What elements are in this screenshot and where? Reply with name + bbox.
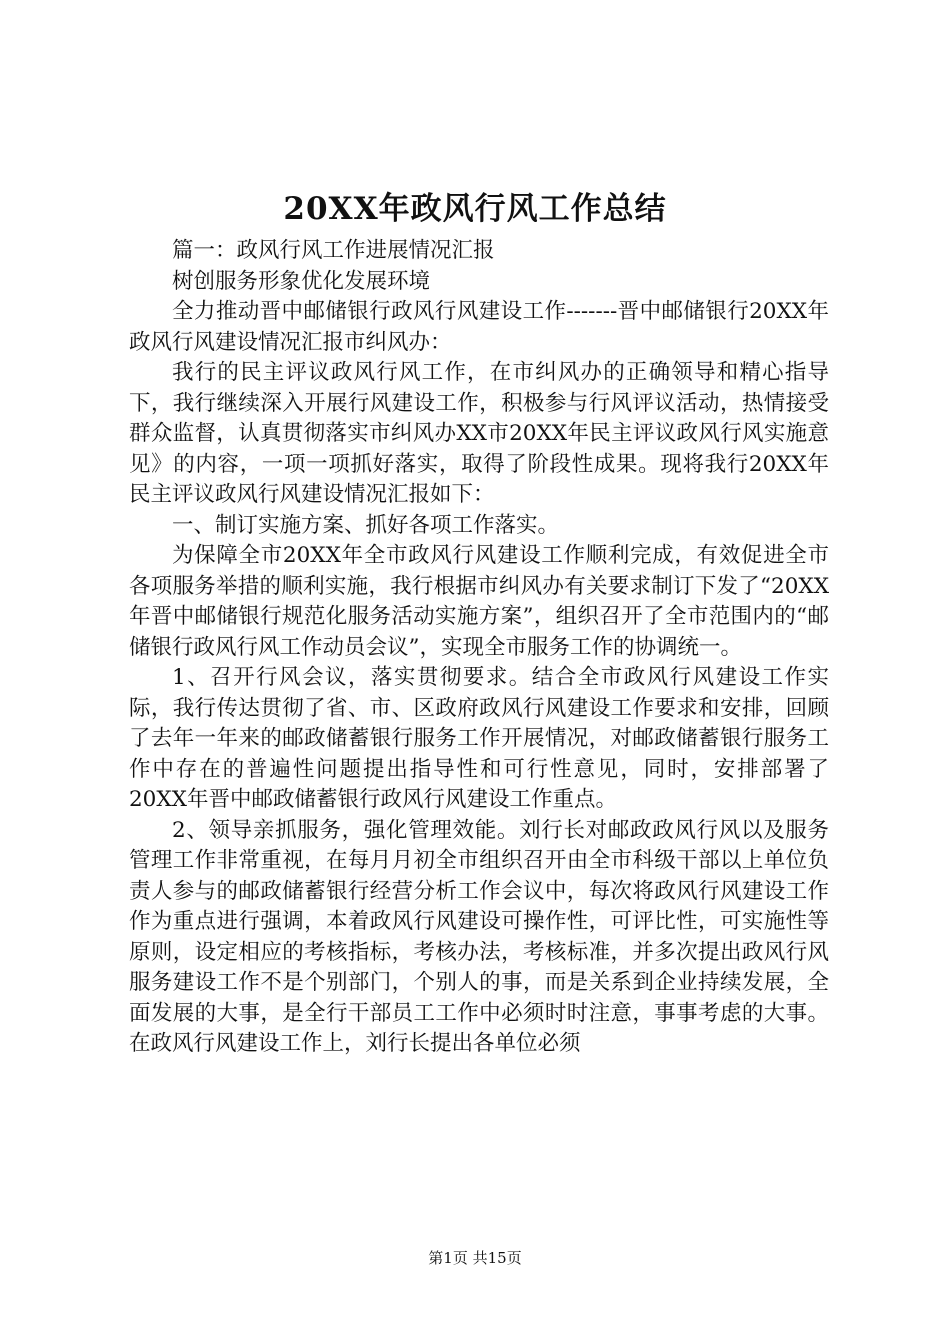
paragraph: 为保障全市20XX年全市政风行风建设工作顺利完成，有效促进全市各项服务举措的顺利实施，我行根据市纠风办有关要求制订下发了“20XX年晋中邮储银行规范化服务活动实施方案”，组织召开了全市范围内的“邮储银行政风行风工作动员会议”，实现全市服务工作的协调统一。	[129, 543, 829, 660]
paragraph: 1、召开行风会议，落实贯彻要求。结合全市政风行风建设工作实际，我行传达贯彻了省、市、区政府政风行风建设工作要求和安排，回顾了去年一年来的邮政储蓄银行服务工作开展情况，对邮政储蓄银行服务工作中存在的普遍性问题提出指导性和可行性意见，同时，安排部署了20XX年晋中邮政储蓄银行政风行风建设工作重点。	[129, 665, 829, 812]
document-body	[129, 236, 829, 1060]
page-footer: 第1页 共15页	[428, 1249, 522, 1267]
paragraph: 一、制订实施方案、抓好各项工作落实。	[172, 512, 560, 538]
paragraph: 全力推动晋中邮储银行政风行风建设工作-------晋中邮储银行20XX年政风行风建设情况汇报市纠风办：	[129, 299, 829, 355]
paragraph: 篇一：政风行风工作进展情况汇报	[172, 238, 495, 263]
document-title: 20XX年政风行风工作总结	[283, 191, 667, 227]
paragraph: 2、领导亲抓服务，强化管理效能。刘行长对邮政政风行风以及服务管理工作非常重视，在每月月初全市组织召开由全市科级干部以上单位负责人参与的邮政储蓄银行经营分析工作会议中，每次将政风行风建设工作作为重点进行强调，本着政风行风建设可操作性，可评比性，可实施性等原则，设定相应的考核指标，考核办法，考核标准，并多次提出政风行风服务建设工作不是个别部门，个别人的事，而是关系到企业持续发展，全面发展的大事，是全行干部员工工作中必须时时注意，事事考虑的大事。在政风行风建设工作上，刘行长提出各单位必须	[129, 817, 829, 1056]
paragraph: 我行的民主评议政风行风工作，在市纠风办的正确领导和精心指导下，我行继续深入开展行风建设工作，积极参与行风评议活动，热情接受群众监督，认真贯彻落实市纠风办XX市20XX年民主评议政风行风实施意见》的内容，一项一项抓好落实，取得了阶段性成果。现将我行20XX年民主评议政风行风建设情况汇报如下：	[129, 360, 829, 507]
paragraph: 树创服务形象优化发展环境	[172, 268, 431, 294]
